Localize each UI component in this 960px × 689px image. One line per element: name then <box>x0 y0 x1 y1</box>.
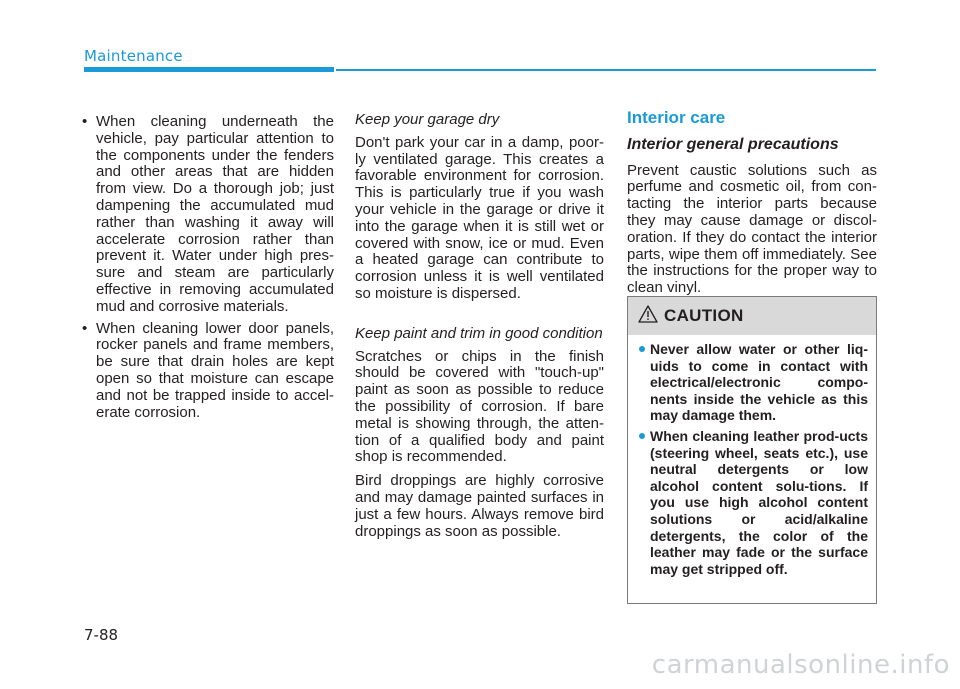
interior-paragraph: Prevent caustic solutions such as perfume and cosmetic oil, from con-tacting the interior parts because they may cause damage or discol-oration. If they do contact the interior parts, wipe them off immediately. See the instructions for the proper way to clean vinyl. <box>627 161 877 297</box>
bullet-icon: • <box>82 113 88 130</box>
paint-paragraph-2: Bird droppings are highly corrosive and may damage painted surfaces in just a few hours. Always remove bird droppings as soon as possible. <box>355 472 604 540</box>
bullet-text: When cleaning underneath the vehicle, pay particular attention to the components under the fenders and other areas that are hidden from view. Do a thorough job; just dampening the accumulated mud rather than washing it away will accelerate corrosion rather than prevent it. Water under high pres-sure and steam are particularly effective in removing accumulated mud and corrosive materials. <box>96 113 334 315</box>
bullet-icon <box>639 433 645 439</box>
caution-box <box>627 296 877 604</box>
caution-item-text: Never allow water or other liq-uids to come in contact with electrical/electronic compo-nents inside the vehicle as this may damage them. <box>650 341 868 424</box>
bullet-list <box>78 114 334 421</box>
header-rule-thin <box>336 69 876 71</box>
garage-paragraph: Don't park your car in a damp, poor-ly ventilated garage. This creates a favorable environment for corrosion. This is particularly true if you wash your vehicle in the garage or drive it into the garage when it is still wet or covered with snow, ice or mud. Even a heated garage can contribute to corrosion unless it is well ventilated so moisture is dispersed. <box>355 133 604 302</box>
bullet-text: When cleaning lower door panels, rocker panels and frame members, be sure that drain holes are kept open so that moisture can escape and not be trapped inside to accel-erate corrosion. <box>96 319 334 421</box>
list-item <box>78 114 334 316</box>
header-rule-thick <box>84 67 334 72</box>
warning-triangle-icon <box>638 305 658 328</box>
caution-item-text: When cleaning leather prod-ucts (steering wheel, seats etc.), use neutral detergents or low alcohol content solu-tions. If you use high alcohol content solutions or acid/alkaline detergents, the color of the leather may fade or the surface may get stripped off. <box>650 427 868 577</box>
watermark: carmanualsonline.info <box>651 650 950 680</box>
interior-care-title: Interior care <box>627 108 726 127</box>
interior-precautions-subtitle: Interior general precautions <box>627 135 839 153</box>
left-column <box>78 114 334 426</box>
garage-heading: Keep your garage dry <box>355 111 500 128</box>
paint-paragraph-1: Scratches or chips in the finish should be covered with "touch-up" paint as soon as possible to reduce the possibility of corrosion. If bare metal is showing through, the atten-tion of a qualified body and paint shop is recommended. <box>355 347 604 466</box>
caution-header <box>628 297 876 335</box>
page-number: 7-88 <box>84 626 119 644</box>
right-column <box>627 110 877 304</box>
paint-heading: Keep paint and trim in good condition <box>355 324 603 342</box>
caution-item <box>639 341 868 424</box>
middle-column <box>355 112 604 547</box>
caution-list <box>628 335 876 577</box>
section-title-header: Maintenance <box>84 47 183 65</box>
bullet-icon <box>639 346 645 352</box>
bullet-icon: • <box>82 319 88 337</box>
list-item <box>78 321 334 422</box>
caution-title: CAUTION <box>664 306 744 325</box>
caution-item <box>639 428 868 577</box>
